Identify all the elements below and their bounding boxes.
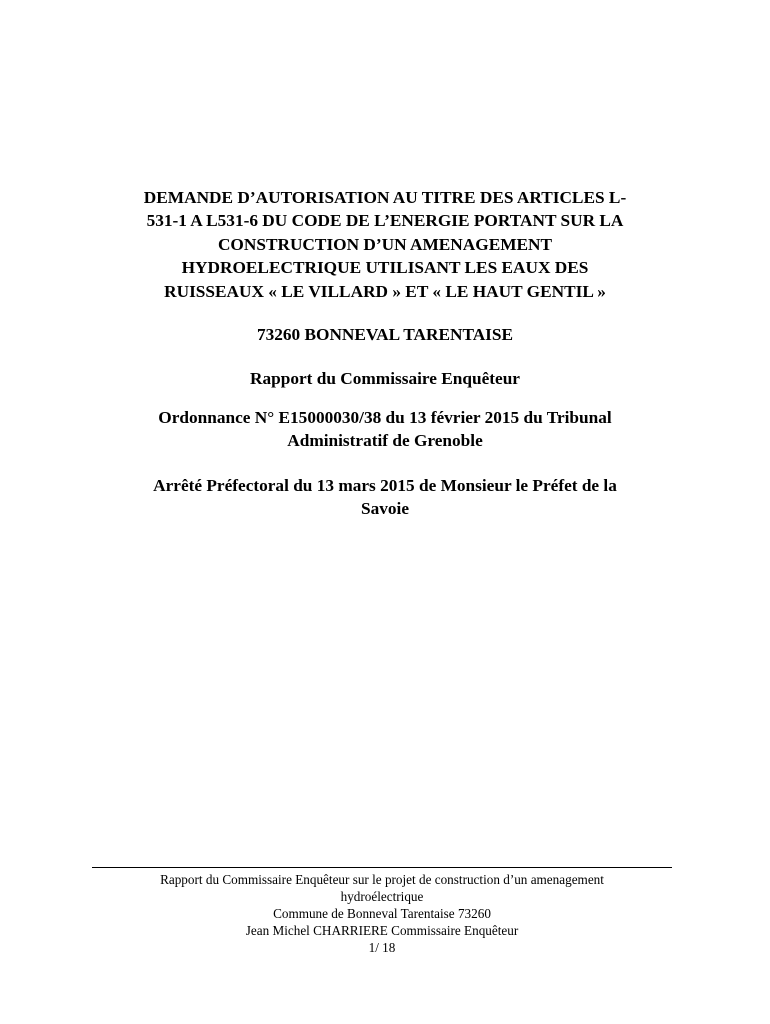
arrete-line: Savoie [360,499,409,519]
page-number: 1/ 18 [368,940,396,955]
footer-line: hydroélectrique [340,889,424,904]
title-line: RUISSEAUX « LE VILLARD » ET « LE HAUT GENTIL » [164,281,606,301]
title-line: HYDROELECTRIQUE UTILISANT LES EAUX DES [181,258,589,278]
ordonnance-heading [80,406,690,453]
footer-divider [92,867,672,868]
location-line: 73260 BONNEVAL TARENTAISE [256,325,514,344]
report-heading [80,367,690,390]
page-footer [92,871,672,956]
document-title [80,186,690,303]
footer-line: Rapport du Commissaire Enquêteur sur le projet de construction d’un amenagement [160,872,604,887]
report-line: Rapport du Commissaire Enquêteur [250,369,520,388]
footer-line: Jean Michel CHARRIERE Commissaire Enquêteur [245,923,519,938]
location-heading [80,323,690,346]
footer-line: Commune de Bonneval Tarentaise 73260 [273,906,491,921]
ordonnance-line: Ordonnance N° E15000030/38 du 13 février 2015 du Tribunal [158,408,612,427]
arrete-heading [80,474,690,521]
ordonnance-line: Administratif de Grenoble [287,431,483,451]
title-line: DEMANDE D’AUTORISATION AU TITRE DES ARTICLES L- [143,188,627,207]
arrete-line: Arrêté Préfectoral du 13 mars 2015 de Monsieur le Préfet de la [153,476,617,495]
title-line: 531-1 A L531-6 DU CODE DE L’ENERGIE PORTANT SUR LA [146,211,624,231]
title-line: CONSTRUCTION D’UN AMENAGEMENT [217,234,553,254]
